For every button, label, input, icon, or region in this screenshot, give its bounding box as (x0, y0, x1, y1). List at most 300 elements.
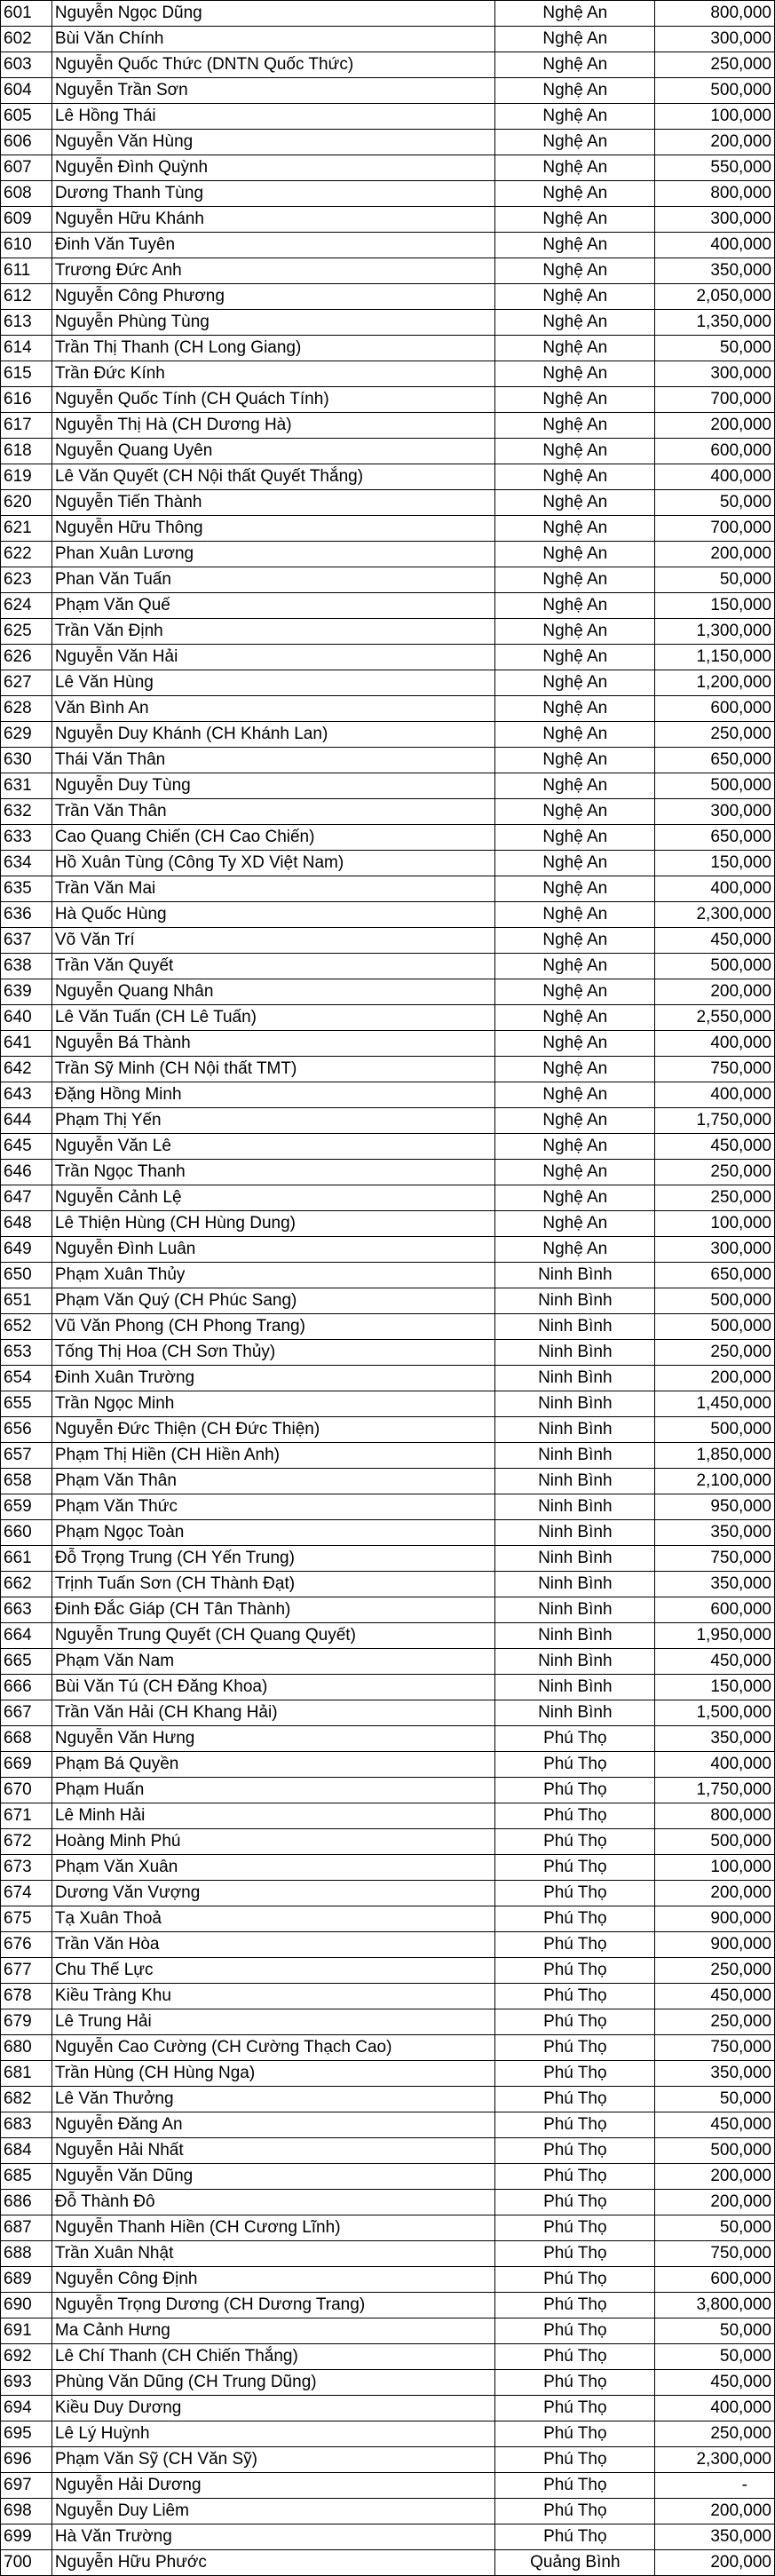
table-row (1, 645, 775, 670)
province-cell: Nghệ An (495, 670, 655, 696)
table-row (1, 233, 775, 258)
amount-cell: 450,000 (655, 1134, 775, 1160)
row-number-cell: 662 (1, 1572, 52, 1597)
donor-name-cell: Phạm Văn Nam (51, 1649, 495, 1675)
donor-name-cell: Trần Ngọc Thanh (51, 1160, 495, 1185)
amount-cell: 300,000 (655, 1237, 775, 1263)
amount-cell: 1,350,000 (655, 310, 775, 336)
row-number-cell: 670 (1, 1778, 52, 1803)
province-cell: Ninh Bình (495, 1314, 655, 1340)
province-cell: Ninh Bình (495, 1417, 655, 1443)
row-number-cell: 685 (1, 2164, 52, 2190)
table-row (1, 2318, 775, 2344)
amount-cell: 3,800,000 (655, 2293, 775, 2318)
province-cell: Nghệ An (495, 851, 655, 876)
table-row (1, 1932, 775, 1958)
province-cell: Nghệ An (495, 233, 655, 258)
province-cell: Nghệ An (495, 722, 655, 748)
amount-cell: 1,750,000 (655, 1778, 775, 1803)
amount-cell: 250,000 (655, 52, 775, 78)
amount-cell: 1,850,000 (655, 1443, 775, 1469)
province-cell: Phú Thọ (495, 2164, 655, 2190)
amount-cell: 150,000 (655, 593, 775, 619)
donor-name-cell: Lê Văn Hùng (51, 670, 495, 696)
province-cell: Phú Thọ (495, 2370, 655, 2396)
donor-name-cell: Kiều Tràng Khu (51, 1984, 495, 2009)
table-row (1, 2009, 775, 2035)
donor-name-cell: Đỗ Thành Đô (51, 2190, 495, 2215)
row-number-cell: 621 (1, 516, 52, 542)
donor-name-cell: Nguyễn Duy Khánh (CH Khánh Lan) (51, 722, 495, 748)
table-row (1, 490, 775, 516)
province-cell: Nghệ An (495, 1237, 655, 1263)
amount-cell: 50,000 (655, 2087, 775, 2112)
table-row (1, 2473, 775, 2499)
row-number-cell: 651 (1, 1288, 52, 1314)
table-row (1, 310, 775, 336)
province-cell: Nghệ An (495, 1031, 655, 1057)
row-number-cell: 659 (1, 1494, 52, 1520)
province-cell: Phú Thọ (495, 1803, 655, 1829)
amount-cell: 1,200,000 (655, 670, 775, 696)
table-row (1, 542, 775, 567)
amount-cell: 250,000 (655, 1340, 775, 1366)
table-row (1, 1082, 775, 1108)
row-number-cell: 637 (1, 928, 52, 954)
amount-cell: 1,300,000 (655, 619, 775, 645)
province-cell: Ninh Bình (495, 1469, 655, 1494)
donor-name-cell: Nguyễn Hải Nhất (51, 2138, 495, 2164)
province-cell: Ninh Bình (495, 1263, 655, 1288)
row-number-cell: 644 (1, 1108, 52, 1134)
table-row (1, 2293, 775, 2318)
donor-name-cell: Trần Văn Định (51, 619, 495, 645)
amount-cell: 700,000 (655, 516, 775, 542)
province-cell: Phú Thọ (495, 1778, 655, 1803)
donor-name-cell: Lê Lý Huỳnh (51, 2421, 495, 2447)
amount-cell: 150,000 (655, 1675, 775, 1700)
row-number-cell: 671 (1, 1803, 52, 1829)
table-row (1, 1649, 775, 1675)
table-row (1, 1211, 775, 1237)
table-row (1, 464, 775, 490)
table-row (1, 1160, 775, 1185)
province-cell: Nghệ An (495, 52, 655, 78)
row-number-cell: 640 (1, 1005, 52, 1031)
province-cell: Nghệ An (495, 1211, 655, 1237)
province-cell: Nghệ An (495, 1160, 655, 1185)
amount-cell: 350,000 (655, 2524, 775, 2550)
amount-cell: 450,000 (655, 928, 775, 954)
province-cell: Nghệ An (495, 928, 655, 954)
table-row (1, 1752, 775, 1778)
donor-name-cell: Trần Ngọc Minh (51, 1391, 495, 1417)
province-cell: Nghệ An (495, 27, 655, 52)
table-row (1, 2061, 775, 2087)
donor-name-cell: Phạm Văn Xuân (51, 1855, 495, 1881)
amount-cell: 450,000 (655, 2370, 775, 2396)
row-number-cell: 657 (1, 1443, 52, 1469)
donor-name-cell: Nguyễn Hữu Thông (51, 516, 495, 542)
donor-name-cell: Hà Văn Trường (51, 2524, 495, 2550)
donor-name-cell: Trần Thị Thanh (CH Long Giang) (51, 336, 495, 361)
table-row (1, 1778, 775, 1803)
amount-cell: 1,950,000 (655, 1623, 775, 1649)
table-row (1, 1340, 775, 1366)
row-number-cell: 683 (1, 2112, 52, 2138)
amount-cell: 600,000 (655, 696, 775, 722)
province-cell: Phú Thọ (495, 1984, 655, 2009)
amount-cell: 200,000 (655, 2550, 775, 2576)
amount-cell: 250,000 (655, 1185, 775, 1211)
row-number-cell: 699 (1, 2524, 52, 2550)
amount-cell: 450,000 (655, 2112, 775, 2138)
table-row (1, 954, 775, 979)
province-cell: Nghệ An (495, 104, 655, 130)
province-cell: Phú Thọ (495, 2138, 655, 2164)
table-row (1, 1108, 775, 1134)
province-cell: Phú Thọ (495, 2267, 655, 2293)
province-cell: Nghệ An (495, 490, 655, 516)
row-number-cell: 648 (1, 1211, 52, 1237)
table-row (1, 1288, 775, 1314)
table-row (1, 1597, 775, 1623)
row-number-cell: 664 (1, 1623, 52, 1649)
row-number-cell: 700 (1, 2550, 52, 2576)
province-cell: Nghệ An (495, 954, 655, 979)
donor-name-cell: Nguyễn Đình Quỳnh (51, 155, 495, 181)
province-cell: Phú Thọ (495, 1829, 655, 1855)
province-cell: Phú Thọ (495, 2447, 655, 2473)
donor-name-cell: Lê Hồng Thái (51, 104, 495, 130)
amount-cell: 750,000 (655, 1546, 775, 1572)
row-number-cell: 619 (1, 464, 52, 490)
amount-cell: 900,000 (655, 1932, 775, 1958)
province-cell: Ninh Bình (495, 1649, 655, 1675)
donor-name-cell: Nguyễn Cảnh Lệ (51, 1185, 495, 1211)
row-number-cell: 695 (1, 2421, 52, 2447)
amount-cell: 450,000 (655, 1649, 775, 1675)
table-row (1, 1, 775, 27)
amount-cell: 50,000 (655, 2344, 775, 2370)
table-row (1, 27, 775, 52)
province-cell: Phú Thọ (495, 2190, 655, 2215)
row-number-cell: 616 (1, 387, 52, 413)
amount-cell: 200,000 (655, 1366, 775, 1391)
row-number-cell: 650 (1, 1263, 52, 1288)
province-cell: Phú Thọ (495, 1855, 655, 1881)
table-row (1, 902, 775, 928)
donor-name-cell: Nguyễn Tiến Thành (51, 490, 495, 516)
row-number-cell: 624 (1, 593, 52, 619)
row-number-cell: 697 (1, 2473, 52, 2499)
province-cell: Nghệ An (495, 181, 655, 207)
donor-name-cell: Phạm Xuân Thủy (51, 1263, 495, 1288)
province-cell: Nghệ An (495, 542, 655, 567)
donor-name-cell: Ma Cảnh Hưng (51, 2318, 495, 2344)
row-number-cell: 667 (1, 1700, 52, 1726)
province-cell: Nghệ An (495, 464, 655, 490)
table-row (1, 1469, 775, 1494)
table-row (1, 2370, 775, 2396)
donor-name-cell: Phạm Thị Hiền (CH Hiền Anh) (51, 1443, 495, 1469)
table-row (1, 2241, 775, 2267)
amount-cell: 2,050,000 (655, 284, 775, 310)
amount-cell: 250,000 (655, 2421, 775, 2447)
province-cell: Phú Thọ (495, 2035, 655, 2061)
row-number-cell: 614 (1, 336, 52, 361)
province-cell: Phú Thọ (495, 2524, 655, 2550)
province-cell: Nghệ An (495, 1, 655, 27)
row-number-cell: 679 (1, 2009, 52, 2035)
donor-name-cell: Nguyễn Hải Dương (51, 2473, 495, 2499)
table-row (1, 799, 775, 825)
donor-name-cell: Võ Văn Trí (51, 928, 495, 954)
row-number-cell: 668 (1, 1726, 52, 1752)
province-cell: Nghệ An (495, 748, 655, 773)
province-cell: Nghệ An (495, 1185, 655, 1211)
table-row (1, 2396, 775, 2421)
table-row (1, 1520, 775, 1546)
donor-name-cell: Nguyễn Hữu Khánh (51, 207, 495, 233)
donor-name-cell: Dương Thanh Tùng (51, 181, 495, 207)
donor-name-cell: Nguyễn Trần Sơn (51, 78, 495, 104)
province-cell: Nghệ An (495, 593, 655, 619)
table-row (1, 284, 775, 310)
amount-cell: 950,000 (655, 1494, 775, 1520)
table-row (1, 1134, 775, 1160)
province-cell: Nghệ An (495, 336, 655, 361)
table-row (1, 361, 775, 387)
table-row (1, 1623, 775, 1649)
amount-cell: 2,550,000 (655, 1005, 775, 1031)
donor-name-cell: Nguyễn Đức Thiện (CH Đức Thiện) (51, 1417, 495, 1443)
province-cell: Nghệ An (495, 799, 655, 825)
row-number-cell: 669 (1, 1752, 52, 1778)
donor-name-cell: Lê Thiện Hùng (CH Hùng Dung) (51, 1211, 495, 1237)
amount-cell: 450,000 (655, 1984, 775, 2009)
donor-name-cell: Nguyễn Trung Quyết (CH Quang Quyết) (51, 1623, 495, 1649)
row-number-cell: 680 (1, 2035, 52, 2061)
donor-name-cell: Nguyễn Đăng An (51, 2112, 495, 2138)
amount-cell: 200,000 (655, 130, 775, 155)
province-cell: Quảng Bình (495, 2550, 655, 2576)
row-number-cell: 676 (1, 1932, 52, 1958)
donor-name-cell: Phạm Văn Thân (51, 1469, 495, 1494)
province-cell: Nghệ An (495, 645, 655, 670)
province-cell: Nghệ An (495, 413, 655, 439)
row-number-cell: 615 (1, 361, 52, 387)
province-cell: Nghệ An (495, 696, 655, 722)
row-number-cell: 686 (1, 2190, 52, 2215)
donor-name-cell: Phạm Văn Thức (51, 1494, 495, 1520)
province-cell: Phú Thọ (495, 2473, 655, 2499)
amount-cell: 2,300,000 (655, 2447, 775, 2473)
amount-cell: 250,000 (655, 2009, 775, 2035)
table-row (1, 567, 775, 593)
donor-name-cell: Nguyễn Đình Luân (51, 1237, 495, 1263)
table-row (1, 2035, 775, 2061)
row-number-cell: 661 (1, 1546, 52, 1572)
table-row (1, 336, 775, 361)
donor-name-cell: Phạm Ngọc Toàn (51, 1520, 495, 1546)
donor-name-cell: Nguyễn Quang Uyên (51, 439, 495, 464)
province-cell: Phú Thọ (495, 1752, 655, 1778)
amount-cell: 350,000 (655, 1520, 775, 1546)
donor-name-cell: Phạm Huấn (51, 1778, 495, 1803)
province-cell: Nghệ An (495, 387, 655, 413)
row-number-cell: 638 (1, 954, 52, 979)
amount-cell: 600,000 (655, 439, 775, 464)
donor-name-cell: Nguyễn Phùng Tùng (51, 310, 495, 336)
table-row (1, 1546, 775, 1572)
row-number-cell: 690 (1, 2293, 52, 2318)
table-row (1, 928, 775, 954)
amount-cell: 900,000 (655, 1906, 775, 1932)
amount-cell: 350,000 (655, 1726, 775, 1752)
row-number-cell: 691 (1, 2318, 52, 2344)
donor-name-cell: Cao Quang Chiến (CH Cao Chiến) (51, 825, 495, 851)
province-cell: Phú Thọ (495, 2241, 655, 2267)
amount-cell: 300,000 (655, 27, 775, 52)
amount-cell: 650,000 (655, 748, 775, 773)
province-cell: Phú Thọ (495, 2318, 655, 2344)
row-number-cell: 618 (1, 439, 52, 464)
row-number-cell: 643 (1, 1082, 52, 1108)
province-cell: Nghệ An (495, 516, 655, 542)
amount-cell: 500,000 (655, 1829, 775, 1855)
donor-name-cell: Vũ Văn Phong (CH Phong Trang) (51, 1314, 495, 1340)
amount-cell: 500,000 (655, 773, 775, 799)
amount-cell: 50,000 (655, 336, 775, 361)
donor-name-cell: Nguyễn Văn Hưng (51, 1726, 495, 1752)
donor-name-cell: Nguyễn Văn Hải (51, 645, 495, 670)
amount-cell: 1,750,000 (655, 1108, 775, 1134)
donor-name-cell: Nguyễn Văn Hùng (51, 130, 495, 155)
amount-cell: 800,000 (655, 181, 775, 207)
amount-cell: 350,000 (655, 2061, 775, 2087)
table-row (1, 181, 775, 207)
province-cell: Nghệ An (495, 310, 655, 336)
row-number-cell: 674 (1, 1881, 52, 1906)
amount-cell: 500,000 (655, 954, 775, 979)
province-cell: Nghệ An (495, 1005, 655, 1031)
donor-name-cell: Tạ Xuân Thoả (51, 1906, 495, 1932)
province-cell: Phú Thọ (495, 2215, 655, 2241)
table-row (1, 130, 775, 155)
table-row (1, 1005, 775, 1031)
province-cell: Phú Thọ (495, 1726, 655, 1752)
table-row (1, 2499, 775, 2524)
province-cell: Ninh Bình (495, 1366, 655, 1391)
donor-name-cell: Trần Văn Mai (51, 876, 495, 902)
province-cell: Phú Thọ (495, 2112, 655, 2138)
province-cell: Ninh Bình (495, 1288, 655, 1314)
amount-cell: 300,000 (655, 361, 775, 387)
table-row (1, 748, 775, 773)
province-cell: Nghệ An (495, 619, 655, 645)
row-number-cell: 617 (1, 413, 52, 439)
row-number-cell: 645 (1, 1134, 52, 1160)
province-cell: Nghệ An (495, 567, 655, 593)
donor-name-cell: Dương Văn Vượng (51, 1881, 495, 1906)
row-number-cell: 672 (1, 1829, 52, 1855)
table-row (1, 670, 775, 696)
province-cell: Phú Thọ (495, 2344, 655, 2370)
amount-cell: 50,000 (655, 490, 775, 516)
row-number-cell: 652 (1, 1314, 52, 1340)
amount-cell: 350,000 (655, 258, 775, 284)
row-number-cell: 613 (1, 310, 52, 336)
row-number-cell: 681 (1, 2061, 52, 2087)
donor-name-cell: Nguyễn Quốc Thức (DNTN Quốc Thức) (51, 52, 495, 78)
table-row (1, 2421, 775, 2447)
row-number-cell: 634 (1, 851, 52, 876)
row-number-cell: 608 (1, 181, 52, 207)
donor-name-cell: Văn Bình An (51, 696, 495, 722)
province-cell: Ninh Bình (495, 1494, 655, 1520)
row-number-cell: 658 (1, 1469, 52, 1494)
row-number-cell: 625 (1, 619, 52, 645)
donor-name-cell: Lê Trung Hải (51, 2009, 495, 2035)
province-cell: Ninh Bình (495, 1546, 655, 1572)
donor-name-cell: Nguyễn Quang Nhân (51, 979, 495, 1005)
table-row (1, 979, 775, 1005)
province-cell: Nghệ An (495, 284, 655, 310)
province-cell: Nghệ An (495, 1057, 655, 1082)
donor-name-cell: Nguyễn Duy Liêm (51, 2499, 495, 2524)
table-row (1, 387, 775, 413)
table-row (1, 1237, 775, 1263)
province-cell: Nghệ An (495, 773, 655, 799)
amount-cell: 200,000 (655, 979, 775, 1005)
row-number-cell: 607 (1, 155, 52, 181)
table-row (1, 78, 775, 104)
donor-name-cell: Nguyễn Ngọc Dũng (51, 1, 495, 27)
amount-cell: 400,000 (655, 464, 775, 490)
row-number-cell: 629 (1, 722, 52, 748)
donor-name-cell: Hoàng Minh Phú (51, 1829, 495, 1855)
donor-name-cell: Trần Văn Thân (51, 799, 495, 825)
province-cell: Ninh Bình (495, 1443, 655, 1469)
row-number-cell: 641 (1, 1031, 52, 1057)
table-row (1, 2112, 775, 2138)
row-number-cell: 656 (1, 1417, 52, 1443)
table-row (1, 1031, 775, 1057)
province-cell: Phú Thọ (495, 2499, 655, 2524)
row-number-cell: 627 (1, 670, 52, 696)
donor-name-cell: Tống Thị Hoa (CH Sơn Thủy) (51, 1340, 495, 1366)
donor-table-body (1, 1, 775, 2576)
amount-cell: 400,000 (655, 1082, 775, 1108)
table-row (1, 851, 775, 876)
amount-cell: 150,000 (655, 851, 775, 876)
province-cell: Ninh Bình (495, 1572, 655, 1597)
row-number-cell: 626 (1, 645, 52, 670)
row-number-cell: 603 (1, 52, 52, 78)
amount-cell: 50,000 (655, 2215, 775, 2241)
province-cell: Nghệ An (495, 1082, 655, 1108)
table-row (1, 2087, 775, 2112)
amount-cell: 500,000 (655, 1314, 775, 1340)
donor-name-cell: Đỗ Trọng Trung (CH Yến Trung) (51, 1546, 495, 1572)
province-cell: Nghệ An (495, 1134, 655, 1160)
donor-name-cell: Kiều Duy Dương (51, 2396, 495, 2421)
table-row (1, 876, 775, 902)
row-number-cell: 606 (1, 130, 52, 155)
table-row (1, 1185, 775, 1211)
amount-cell: 350,000 (655, 1572, 775, 1597)
